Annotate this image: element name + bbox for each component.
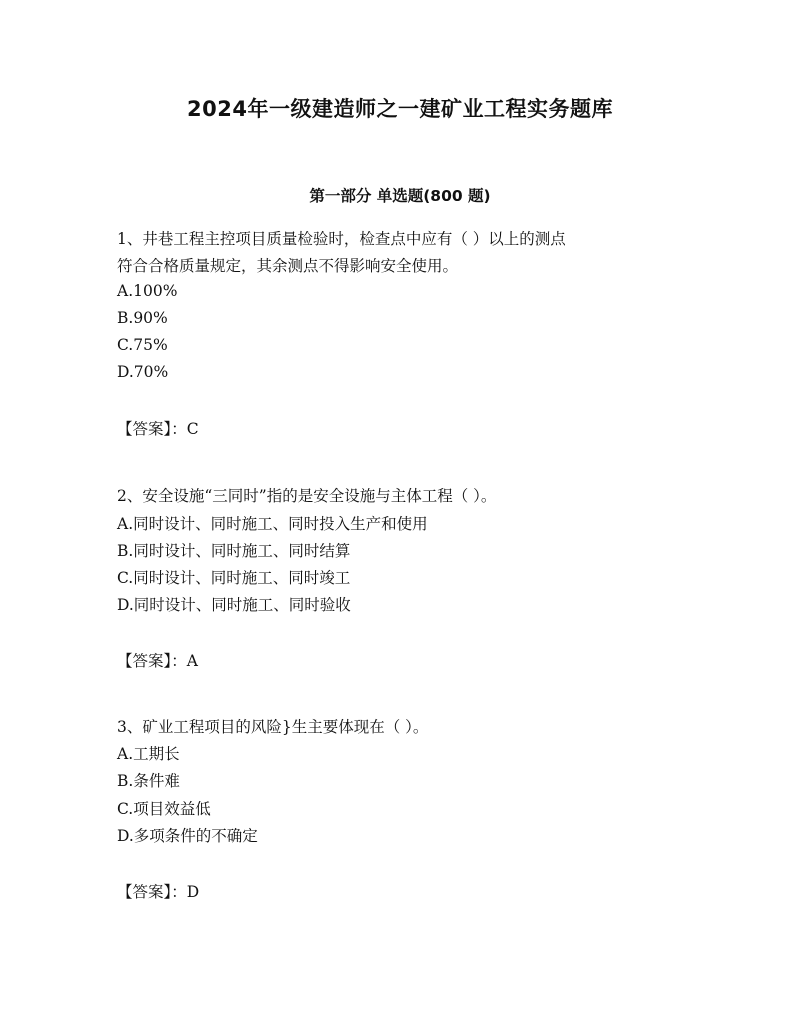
option-c: C.75% [117, 336, 168, 354]
question-stem: 符合合格质量规定，其余测点不得影响安全使用。 [117, 257, 459, 275]
answer-line [117, 880, 199, 902]
document-title: 2024年一级建造师之一建矿业工程实务题库 [187, 97, 613, 121]
option-a: A.工期长 [117, 745, 180, 763]
section-heading: 第一部分 单选题(800 题) [309, 187, 491, 205]
option-b: B.同时设计、同时施工、同时结算 [117, 542, 351, 560]
option-d: D.多项条件的不确定 [117, 827, 258, 845]
answer-value: C [186, 420, 199, 438]
answer-label: 【答案】： [117, 883, 187, 901]
option-a: A.100% [117, 282, 178, 300]
answer-line [117, 417, 199, 439]
option-b: B.条件难 [117, 772, 180, 790]
answer-label: 【答案】： [117, 652, 187, 670]
option-a: A.同时设计、同时施工、同时投入生产和使用 [117, 515, 428, 533]
answer-label: 【答案】： [117, 420, 187, 438]
option-b: B.90% [117, 309, 168, 327]
question-stem: 2、安全设施“三同时”指的是安全设施与主体工程（ ）。 [117, 487, 497, 505]
option-c: C.同时设计、同时施工、同时竣工 [117, 569, 351, 587]
option-c: C.项目效益低 [117, 800, 211, 818]
answer-line [117, 649, 198, 671]
option-d: D.同时设计、同时施工、同时验收 [117, 596, 351, 614]
question-stem: 3、矿业工程项目的风险}生主要体现在（ ）。 [117, 718, 429, 736]
option-d: D.70% [117, 363, 169, 381]
question-stem: 1、井巷工程主控项目质量检验时，检查点中应有（ ）以上的测点 [117, 230, 566, 248]
answer-value: D [186, 883, 200, 901]
answer-value: A [186, 652, 198, 670]
